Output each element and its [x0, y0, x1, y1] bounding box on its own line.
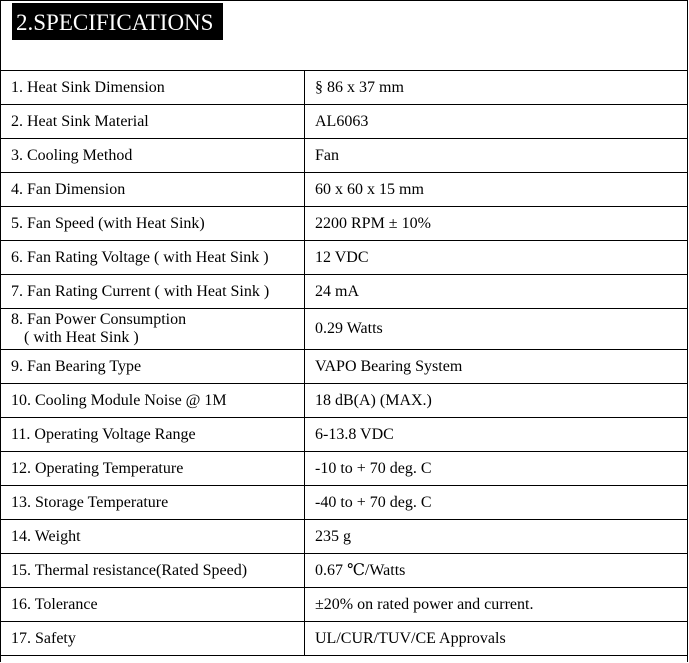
table-row — [1, 241, 687, 275]
param-value: § 86 x 37 mm — [305, 71, 688, 105]
section-heading: 2.SPECIFICATIONS — [12, 3, 223, 40]
param-value: 24 mA — [305, 275, 688, 309]
param-label: 17. Safety — [1, 622, 305, 656]
param-label: 16. Tolerance — [1, 588, 305, 622]
table-row — [1, 71, 687, 105]
table-row — [1, 554, 687, 588]
param-value: -10 to + 70 deg. C — [305, 452, 688, 486]
table-row — [1, 139, 687, 173]
param-value: VAPO Bearing System — [305, 350, 688, 384]
param-label: 13. Storage Temperature — [1, 486, 305, 520]
param-value: UL/CUR/TUV/CE Approvals — [305, 622, 688, 656]
param-label-line2: ( with Heat Sink ) — [24, 329, 139, 346]
param-value: 12 VDC — [305, 241, 688, 275]
param-label: 6. Fan Rating Voltage ( with Heat Sink ) — [1, 241, 305, 275]
param-label: 10. Cooling Module Noise @ 1M — [1, 384, 305, 418]
param-value: 0.67 ℃/Watts — [305, 554, 688, 588]
param-value: 60 x 60 x 15 mm — [305, 173, 688, 207]
param-label-line1: 8. Fan Power Consumption — [11, 311, 187, 328]
table-row — [1, 309, 687, 350]
param-value: 0.29 Watts — [305, 309, 688, 350]
param-value: -40 to + 70 deg. C — [305, 486, 688, 520]
param-label: 3. Cooling Method — [1, 139, 305, 173]
table-row — [1, 275, 687, 309]
param-label: 4. Fan Dimension — [1, 173, 305, 207]
table-row — [1, 588, 687, 622]
table-row — [1, 173, 687, 207]
param-label: 7. Fan Rating Current ( with Heat Sink ) — [1, 275, 305, 309]
param-value: AL6063 — [305, 105, 688, 139]
param-value: ±20% on rated power and current. — [305, 588, 688, 622]
param-value: Fan — [305, 139, 688, 173]
table-row — [1, 350, 687, 384]
param-label: 11. Operating Voltage Range — [1, 418, 305, 452]
param-label — [1, 309, 305, 350]
param-label: 14. Weight — [1, 520, 305, 554]
table-row — [1, 520, 687, 554]
param-label: 2. Heat Sink Material — [1, 105, 305, 139]
param-value: 18 dB(A) (MAX.) — [305, 384, 688, 418]
param-label: 5. Fan Speed (with Heat Sink) — [1, 207, 305, 241]
param-label: 15. Thermal resistance(Rated Speed) — [1, 554, 305, 588]
table-row — [1, 105, 687, 139]
table-row — [1, 486, 687, 520]
param-value: 6-13.8 VDC — [305, 418, 688, 452]
param-label: 1. Heat Sink Dimension — [1, 71, 305, 105]
table-row — [1, 622, 687, 656]
table-row — [1, 207, 687, 241]
specifications-table — [1, 70, 687, 656]
param-label: 9. Fan Bearing Type — [1, 350, 305, 384]
table-row — [1, 418, 687, 452]
table-row — [1, 384, 687, 418]
param-label: 12. Operating Temperature — [1, 452, 305, 486]
param-value: 235 g — [305, 520, 688, 554]
table-row — [1, 452, 687, 486]
param-value: 2200 RPM ± 10% — [305, 207, 688, 241]
